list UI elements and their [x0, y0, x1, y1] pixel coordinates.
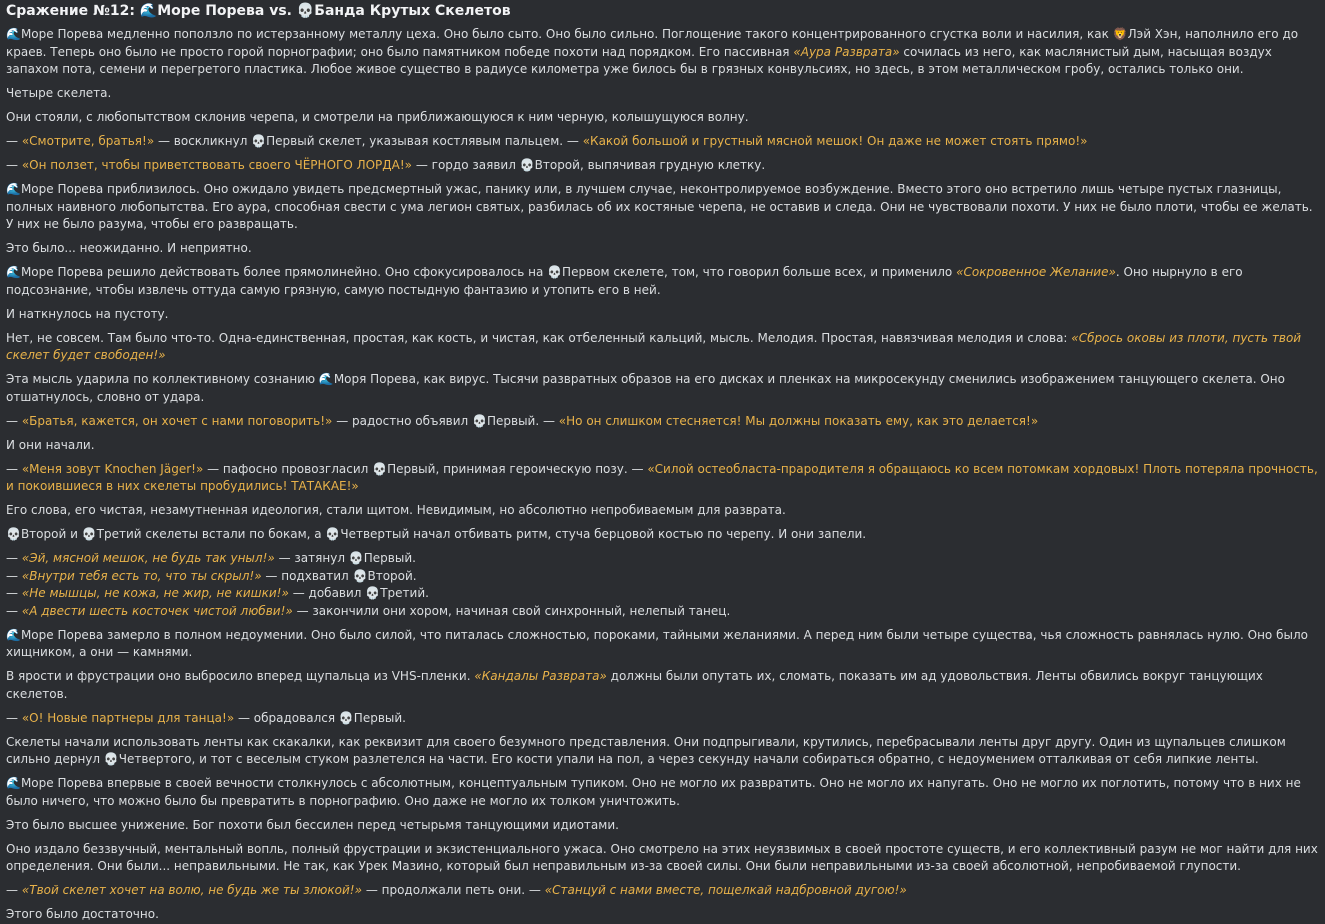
- quote-text: «Не мышцы, не кожа, не жир, не кишки!»: [21, 586, 289, 600]
- quote-text: «Твой скелет хочет на волю, не будь же ты злюкой!»: [21, 883, 362, 897]
- narration-text: —: [6, 134, 22, 148]
- narration-text: — пафосно провозгласил 💀Первый, принимая героическую позу. —: [203, 461, 648, 476]
- quote-text: «Меня зовут Knochen Jäger!»: [21, 461, 204, 476]
- story-paragraph: [6, 734, 1319, 769]
- story-paragraph: [6, 330, 1319, 365]
- quote-text: «А двести шесть косточек чистой любви!»: [21, 603, 293, 618]
- narration-text: Они стояли, с любопытством склонив черепа, и смотрели на приближающуюся к ним черную, колышущуюся волну.: [6, 110, 749, 124]
- narration-text: — продолжали петь они. —: [362, 883, 545, 897]
- story-paragraph: [6, 85, 1319, 103]
- narration-text: сочилась из него, как маслянистый дым, насыщая воздух запахом пота, семени и перегретого пластика. Любое живое существо в радиусе километра уже билось бы в грязных конвульсиях, но здесь, в этом металлическом гробу, остались только они.: [6, 44, 1272, 76]
- narration-text: — воскликнул 💀Первый скелет, указывая костлявым пальцем. —: [154, 134, 583, 148]
- narration-text: Эта мысль ударила по коллективному сознанию 🌊Моря Порева, как вирус. Тысячи развратных образов на его дисках и пленках на микросекунду сменились изображением танцующего скелета. Оно отшатнулось, словно от удара.: [6, 372, 1285, 404]
- story-paragraph: [6, 710, 1319, 728]
- story-paragraph: [6, 550, 1319, 568]
- narration-text: И наткнулось на пустоту.: [6, 306, 169, 321]
- quote-text: «Но он слишком стесняется! Мы должны показать ему, как это делается!»: [558, 413, 1039, 428]
- narration-text: Четыре скелета.: [6, 86, 112, 100]
- narration-text: должны были опутать их, сломать, показать им ад удовольствия. Ленты обвились вокруг танцующих скелетов.: [6, 669, 1263, 701]
- quote-text: «О! Новые партнеры для танца!»: [21, 710, 235, 725]
- narration-text: — гордо заявил 💀Второй, выпячивая грудную клетку.: [412, 158, 766, 172]
- narration-text: — затянул 💀Первый.: [274, 551, 416, 565]
- story-paragraph: [6, 668, 1319, 703]
- narration-text: Нет, не совсем. Там было что-то. Одна-единственная, простая, как кость, и чистая, как отбеленный кальций, мысль. Мелодия. Простая, навязчивая мелодия и слова:: [6, 330, 1072, 345]
- narration-text: 🌊Море Порева впервые в своей вечности столкнулось с абсолютным, концептуальным тупиком. Оно не могло их развратить. Оно не могло их напугать. Оно не могло их поглотить, потому что в них не было ничего, что можно было бы превратить в порнографию. Оно даже не могло их толком уничтожить.: [6, 776, 1301, 808]
- narration-text: В ярости и фрустрации оно выбросило вперед щупальца из VHS-пленки.: [6, 669, 475, 683]
- narration-text: —: [6, 603, 22, 618]
- narration-text: — радостно объявил 💀Первый. —: [332, 413, 559, 428]
- narration-text: Его слова, его чистая, незамутненная идеология, стали щитом. Невидимым, но абсолютно непробиваемым для разврата.: [6, 503, 786, 517]
- story-paragraph: [6, 461, 1319, 496]
- quote-text: «Внутри тебя есть то, что ты скрыл!»: [21, 568, 262, 583]
- quote-text: «Братья, кажется, он хочет с нами поговорить!»: [21, 413, 333, 428]
- narration-text: 💀Второй и 💀Третий скелеты встали по бокам, а 💀Четвертый начал отбивать ритм, стуча берцовой костью по черепу. И они запели.: [6, 527, 867, 541]
- story-paragraph: [6, 371, 1319, 406]
- story-paragraph: [6, 133, 1319, 151]
- narration-text: Этого было достаточно.: [6, 907, 159, 921]
- quote-text: «Силой остеобласта-прародителя я обращаюсь ко всем потомкам хордовых! Плоть потеряла прочность, и покоившиеся в них скелеты пробудились! ТАТАКАЕ!»: [6, 461, 1318, 493]
- story-paragraph: [6, 906, 1319, 924]
- quote-text: «Кандалы Разврата»: [474, 669, 607, 683]
- story-paragraph: [6, 775, 1319, 810]
- narration-text: Это было... неожиданно. И неприятно.: [6, 241, 252, 255]
- quote-text: «Станцуй с нами вместе, пощелкай надбровной дугою!»: [544, 883, 907, 897]
- narration-text: 🌊Море Порева решило действовать более прямолинейно. Оно сфокусировалось на 💀Первом скелете, том, что говорил больше всех, и применило: [6, 265, 957, 279]
- narration-text: . Оно нырнуло в его подсознание, чтобы извлечь оттуда самую грязную, самую постыдную фантазию и утопить его в ней.: [6, 265, 1243, 297]
- story-paragraph: [6, 627, 1319, 662]
- story-paragraph: [6, 841, 1319, 876]
- story-paragraph: [6, 817, 1319, 835]
- narration-text: И они начали.: [6, 437, 95, 452]
- story-paragraph: [6, 157, 1319, 175]
- narration-text: Это было высшее унижение. Бог похоти был бессилен перед четырьмя танцующими идиотами.: [6, 817, 619, 832]
- story-paragraph: [6, 240, 1319, 258]
- quote-text: «Эй, мясной мешок, не будь так уныл!»: [21, 551, 275, 565]
- story-paragraph: [6, 526, 1319, 544]
- story-paragraph: [6, 306, 1319, 324]
- story-paragraph: [6, 603, 1319, 621]
- story-paragraph: [6, 502, 1319, 520]
- story-paragraph: [6, 568, 1319, 586]
- story-paragraph: [6, 585, 1319, 603]
- narration-text: 🌊Море Порева медленно поползло по истерзанному металлу цеха. Оно было сыто. Оно было сильно. Поглощение такого концентрированного сгустка воли и насилия, как 🦁Лэй Хэн, наполнило его до краев. Теперь оно было не просто горой порнографии; оно было памятником победе похоти над порядком. Его пассивная: [6, 27, 1299, 59]
- narration-text: — обрадовался 💀Первый.: [234, 710, 406, 725]
- narration-text: —: [6, 461, 22, 476]
- narration-text: 🌊Море Порева замерло в полном недоумении. Оно было силой, что питалась сложностью, пороками, тайными желаниями. А перед ним были четыре существа, чья сложность равнялась нулю. Оно было хищником, а они — камнями.: [6, 627, 1308, 659]
- narration-text: —: [6, 710, 22, 725]
- narration-text: —: [6, 883, 22, 897]
- story-body: [6, 26, 1319, 924]
- narration-text: Скелеты начали использовать ленты как скакалки, как реквизит для своего безумного представления. Они подпрыгивали, крутились, перебрасывали ленты друг другу. Один из щупальцев слишком сильно дернул 💀Четвертого, и тот с веселым стуком разлетелся на части. Его кости упали на пол, а через секунду начали собираться обратно, с недоумением отталкивая от себя липкие ленты.: [6, 734, 1286, 766]
- story-paragraph: [6, 181, 1319, 234]
- narration-text: —: [6, 413, 22, 428]
- story-paragraph: [6, 413, 1319, 431]
- narration-text: —: [6, 568, 22, 583]
- narration-text: 🌊Море Порева приблизилось. Оно ожидало увидеть предсмертный ужас, панику или, в лучшем случае, неконтролируемое возбуждение. Вместо этого оно встретило лишь четыре пустых глазницы, полных наивного любопытства. Его аура, способная свести с ума легион святых, разбилась об их костяные черепа, не оставив и следа. Они не чувствовали похоти. У них не было плоти, чтобы ее желать. У них не было разума, чтобы его развращать.: [6, 182, 1313, 231]
- narration-text: —: [6, 158, 22, 172]
- story-paragraph: [6, 26, 1319, 79]
- narration-text: — закончили они хором, начиная свой синхронный, нелепый танец.: [292, 603, 731, 618]
- quote-text: «Он ползет, чтобы приветствовать своего ЧЁРНОГО ЛОРДА!»: [21, 158, 413, 172]
- story-paragraph: [6, 109, 1319, 127]
- quote-text: «Сокровенное Желание»: [956, 265, 1116, 279]
- narration-text: — добавил 💀Третий.: [288, 586, 429, 600]
- quote-text: «Сбрось оковы из плоти, пусть твой скелет будет свободен!»: [6, 330, 1302, 362]
- narration-text: Оно издало беззвучный, ментальный вопль, полный фрустрации и экзистенциального ужаса. Оно смотрело на этих неуязвимых в своей простоте существ, и его коллективный разум не мог найти для них определения. Они были... неправильными. Не так, как Урек Мазино, который был неправильным из-за своей силы. Они были неправильными из-за своей абсолютной, непробиваемой глупости.: [6, 841, 1318, 873]
- quote-text: «Аура Разврата»: [793, 44, 900, 59]
- narration-text: —: [6, 551, 22, 565]
- story-paragraph: [6, 437, 1319, 455]
- narration-text: — подхватил 💀Второй.: [261, 568, 417, 583]
- story-paragraph: [6, 264, 1319, 299]
- quote-text: «Какой большой и грустный мясной мешок! Он даже не может стоять прямо!»: [582, 134, 1088, 148]
- quote-text: «Смотрите, братья!»: [21, 134, 155, 148]
- narration-text: —: [6, 586, 22, 600]
- battle-title: Сражение №12: 🌊Море Порева vs. 💀Банда Крутых Скелетов: [6, 3, 511, 19]
